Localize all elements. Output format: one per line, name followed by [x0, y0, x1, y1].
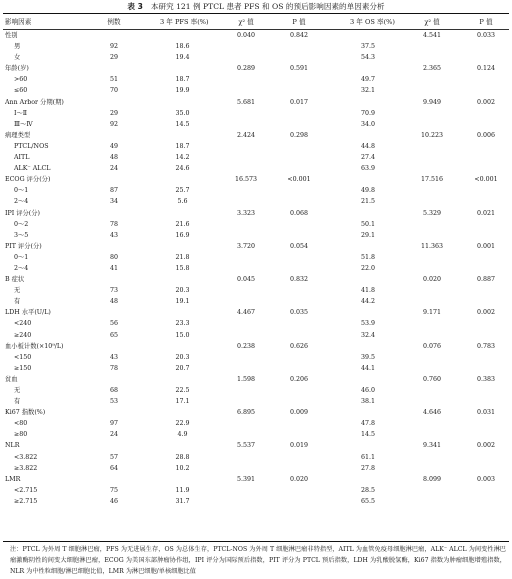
table-row-subgroup — [0, 230, 512, 241]
table-row-factor — [0, 174, 512, 185]
cell-factor: <3.822 — [14, 453, 38, 461]
cell-pfs: 20.3 — [175, 353, 190, 361]
cell-os: 46.0 — [360, 387, 376, 394]
table-row-subgroup — [0, 52, 512, 63]
cell-os: 49.8 — [360, 187, 376, 195]
cell-count: 97 — [109, 420, 118, 428]
header-pfs: 3 年 PFS 率(%) — [160, 18, 209, 26]
cell-pfs: 19.9 — [175, 87, 190, 95]
cell-pfs: 5.6 — [177, 198, 188, 206]
table-row-factor — [0, 274, 512, 285]
cell-chi-pfs: 5.391 — [236, 475, 256, 483]
cell-chi-pfs: 5.537 — [236, 442, 256, 450]
cell-factor: 病理类型 — [5, 131, 31, 139]
cell-p-pfs: 0.832 — [289, 276, 309, 284]
cell-count: 57 — [109, 453, 118, 461]
cell-p-pfs: <0.001 — [287, 176, 311, 184]
table-row-factor — [0, 341, 512, 352]
cell-chi-pfs: 5.681 — [236, 98, 256, 106]
cell-pfs: 20.3 — [175, 287, 190, 295]
cell-chi-os: 10.223 — [420, 131, 444, 139]
table-caption — [0, 2, 512, 11]
cell-os: 32.4 — [360, 331, 376, 339]
cell-os: 38.1 — [360, 398, 376, 406]
table-row-subgroup — [0, 418, 512, 429]
table-row-subgroup — [0, 318, 512, 329]
cell-p-os: 0.021 — [476, 209, 496, 217]
cell-chi-pfs: 3.323 — [236, 209, 256, 217]
table-row-subgroup — [0, 252, 512, 263]
cell-os: 32.1 — [360, 87, 376, 95]
cell-factor: 有 — [14, 298, 21, 306]
cell-p-os: 0.001 — [476, 242, 496, 250]
cell-factor: NLR — [5, 442, 20, 450]
table-row-subgroup — [0, 263, 512, 274]
cell-pfs: 16.9 — [175, 231, 190, 239]
table-row-subgroup — [0, 463, 512, 474]
cell-pfs: 11.9 — [175, 486, 190, 494]
cell-pfs: 31.7 — [175, 497, 190, 505]
table-row-subgroup — [0, 141, 512, 152]
cell-factor: ≥3.822 — [14, 464, 38, 472]
cell-factor: ≥80 — [14, 431, 28, 439]
cell-count: 87 — [109, 187, 118, 195]
cell-os: 27.8 — [360, 464, 376, 472]
cell-os: 14.5 — [360, 431, 376, 439]
cell-chi-pfs: 0.289 — [236, 65, 256, 73]
cell-os: 63.9 — [360, 165, 376, 173]
cell-factor: ALK⁻ ALCL — [14, 165, 51, 173]
cell-chi-os: 9.949 — [422, 98, 442, 106]
cell-chi-pfs: 6.895 — [236, 409, 256, 417]
table-row-subgroup — [0, 396, 512, 407]
cell-p-pfs: 0.009 — [289, 409, 309, 417]
cell-count: 78 — [109, 220, 118, 228]
cell-os: 27.4 — [360, 154, 376, 162]
cell-pfs: 19.1 — [175, 298, 190, 306]
cell-factor: IPI 评分(分) — [5, 209, 41, 217]
cell-pfs: 15.0 — [175, 331, 190, 339]
table-row-subgroup — [0, 385, 512, 396]
cell-os: 70.9 — [360, 109, 376, 117]
cell-factor: 2～4 — [14, 264, 29, 272]
cell-factor: 2～4 — [14, 198, 29, 206]
cell-pfs: 22.5 — [175, 387, 190, 394]
cell-count: 53 — [109, 398, 118, 406]
cell-factor: ≥2.715 — [14, 497, 38, 505]
cell-chi-pfs: 1.598 — [236, 375, 256, 383]
cell-p-pfs: 0.626 — [289, 342, 309, 350]
cell-count: 51 — [109, 76, 118, 84]
table-row-factor — [0, 63, 512, 74]
table-top-rule — [3, 13, 509, 14]
cell-p-os: 0.383 — [476, 375, 496, 383]
cell-factor: >60 — [14, 76, 28, 84]
cell-p-os: 0.003 — [476, 475, 496, 483]
cell-factor: 性别 — [5, 32, 18, 39]
cell-factor: PIT 评分(分) — [5, 242, 42, 250]
cell-factor: 0～1 — [14, 253, 29, 261]
cell-p-os: 0.006 — [476, 131, 496, 139]
table-label: 表 3 — [127, 2, 143, 11]
cell-factor: 年龄(岁) — [5, 65, 29, 73]
cell-p-os: 0.002 — [476, 442, 496, 450]
cell-p-pfs: 0.591 — [289, 65, 309, 73]
cell-p-os: <0.001 — [474, 176, 498, 184]
cell-count: 73 — [109, 287, 118, 295]
cell-os: 44.8 — [360, 142, 376, 150]
table-row-factor — [0, 97, 512, 108]
cell-p-os: 0.124 — [476, 65, 496, 73]
cell-pfs: 15.8 — [175, 264, 190, 272]
cell-factor: 无 — [14, 387, 21, 394]
cell-count: 70 — [109, 87, 118, 95]
cell-p-pfs: 0.054 — [289, 242, 309, 250]
cell-p-os: 0.002 — [476, 309, 496, 317]
cell-pfs: 21.8 — [175, 253, 190, 261]
cell-factor: 0～2 — [14, 220, 29, 228]
table-row-factor — [0, 407, 512, 418]
cell-factor: Ann Arbor 分期(期) — [5, 98, 64, 106]
cell-chi-os: 9.341 — [422, 442, 442, 450]
table-row-factor — [0, 30, 512, 41]
cell-p-pfs: 0.842 — [289, 32, 309, 39]
cell-count: 92 — [109, 120, 118, 128]
table-body — [0, 30, 512, 507]
cell-pfs: 14.5 — [175, 120, 190, 128]
table-row-factor — [0, 307, 512, 318]
cell-p-pfs: 0.035 — [289, 309, 309, 317]
cell-pfs: 24.6 — [175, 165, 190, 173]
cell-pfs: 23.3 — [175, 320, 190, 328]
cell-count: 80 — [109, 253, 118, 261]
table-row-subgroup — [0, 152, 512, 163]
cell-count: 68 — [109, 387, 118, 394]
table-row-subgroup — [0, 429, 512, 440]
cell-factor: LDH 水平(U/L) — [5, 309, 51, 317]
table-row-subgroup — [0, 185, 512, 196]
table-row-subgroup — [0, 452, 512, 463]
cell-count: 65 — [109, 331, 118, 339]
cell-factor: Ⅰ～Ⅱ — [14, 109, 28, 117]
cell-pfs: 20.7 — [175, 364, 190, 372]
cell-os: 65.5 — [360, 497, 376, 505]
cell-os: 21.5 — [360, 198, 376, 206]
cell-count: 43 — [109, 353, 118, 361]
cell-count: 34 — [109, 198, 118, 206]
cell-chi-os: 8.099 — [422, 475, 442, 483]
cell-count: 78 — [109, 364, 118, 372]
cell-factor: ≥240 — [14, 331, 32, 339]
cell-p-os: 0.783 — [476, 342, 496, 350]
cell-factor: <80 — [14, 420, 28, 428]
table-row-subgroup — [0, 219, 512, 230]
cell-pfs: 28.8 — [175, 453, 190, 461]
cell-factor: AITL — [14, 154, 30, 162]
cell-os: 22.0 — [360, 264, 376, 272]
cell-factor: 有 — [14, 398, 21, 406]
cell-pfs: 18.6 — [175, 43, 190, 51]
cell-os: 41.8 — [360, 287, 376, 295]
cell-pfs: 18.7 — [175, 76, 190, 84]
cell-os: 61.1 — [360, 453, 376, 461]
cell-pfs: 25.7 — [175, 187, 190, 195]
cell-count: 92 — [109, 43, 118, 51]
cell-factor: <240 — [14, 320, 32, 328]
cell-p-pfs: 0.068 — [289, 209, 309, 217]
cell-count: 46 — [109, 497, 118, 505]
table-row-subgroup — [0, 163, 512, 174]
table-row-subgroup — [0, 285, 512, 296]
table-row-subgroup — [0, 330, 512, 341]
cell-factor: ≥150 — [14, 364, 32, 372]
header-p-pfs: P 值 — [292, 18, 306, 26]
cell-os: 29.1 — [360, 231, 376, 239]
cell-factor: B 症状 — [5, 276, 25, 284]
cell-count: 29 — [109, 109, 118, 117]
cell-factor: 贫血 — [5, 375, 18, 383]
cell-chi-pfs: 0.045 — [236, 276, 256, 284]
cell-p-os: 0.033 — [476, 32, 496, 39]
table-bottom-rule — [3, 541, 509, 542]
cell-factor: ≤60 — [14, 87, 28, 95]
cell-pfs: 14.2 — [175, 154, 190, 162]
cell-pfs: 10.2 — [175, 464, 190, 472]
cell-os: 50.1 — [360, 220, 376, 228]
table-row-subgroup — [0, 108, 512, 119]
header-chi-os: χ² 值 — [424, 18, 440, 26]
cell-factor: Ki67 指数(%) — [5, 409, 46, 417]
cell-count: 24 — [109, 431, 118, 439]
cell-p-pfs: 0.298 — [289, 131, 309, 139]
table-row-subgroup — [0, 85, 512, 96]
header-factor: 影响因素 — [5, 18, 32, 26]
cell-chi-os: 0.020 — [422, 276, 442, 284]
cell-factor: <2.715 — [14, 486, 38, 494]
table-row-subgroup — [0, 496, 512, 507]
cell-os: 39.5 — [360, 353, 376, 361]
header-os: 3 年 OS 率(%) — [350, 18, 396, 26]
cell-os: 44.2 — [360, 298, 376, 306]
table-row-subgroup — [0, 196, 512, 207]
cell-p-pfs: 0.017 — [289, 98, 309, 106]
cell-p-os: 0.002 — [476, 98, 496, 106]
cell-chi-pfs: 0.238 — [236, 342, 256, 350]
table-row-factor — [0, 208, 512, 219]
table-row-factor — [0, 130, 512, 141]
cell-chi-pfs: 2.424 — [236, 131, 256, 139]
cell-p-os: 0.031 — [476, 409, 496, 417]
table-row-factor — [0, 440, 512, 451]
cell-chi-pfs: 3.720 — [236, 242, 256, 250]
header-p-os: P 值 — [479, 18, 493, 26]
cell-p-pfs: 0.020 — [289, 475, 309, 483]
table-row-factor — [0, 474, 512, 485]
cell-factor: 无 — [14, 287, 21, 295]
cell-os: 49.7 — [360, 76, 376, 84]
table-row-subgroup — [0, 119, 512, 130]
cell-count: 75 — [109, 486, 118, 494]
cell-count: 48 — [109, 154, 118, 162]
table-row-subgroup — [0, 74, 512, 85]
cell-os: 54.3 — [360, 54, 376, 62]
table-row-factor — [0, 374, 512, 385]
cell-factor: 0～1 — [14, 187, 29, 195]
cell-chi-os: 5.329 — [422, 209, 442, 217]
cell-chi-os: 4.646 — [422, 409, 442, 417]
table-row-subgroup — [0, 41, 512, 52]
cell-factor: 男 — [14, 43, 21, 51]
cell-pfs: 17.1 — [175, 398, 190, 406]
cell-chi-os: 0.076 — [422, 342, 442, 350]
cell-chi-os: 4.541 — [422, 32, 442, 39]
cell-count: 24 — [109, 165, 118, 173]
cell-chi-pfs: 0.040 — [236, 32, 256, 39]
cell-factor: PTCL/NOS — [14, 142, 49, 150]
cell-count: 49 — [109, 142, 118, 150]
cell-p-pfs: 0.206 — [289, 375, 309, 383]
cell-count: 43 — [109, 231, 118, 239]
cell-pfs: 18.7 — [175, 142, 190, 150]
cell-p-os: 0.887 — [476, 276, 496, 284]
cell-factor: <150 — [14, 353, 32, 361]
cell-p-pfs: 0.019 — [289, 442, 309, 450]
cell-chi-os: 11.363 — [420, 242, 444, 250]
cell-os: 53.9 — [360, 320, 376, 328]
header-chi-pfs: χ² 值 — [238, 18, 254, 26]
cell-factor: Ⅲ～Ⅳ — [14, 120, 33, 128]
header-count: 例数 — [107, 18, 121, 26]
cell-count: 56 — [109, 320, 118, 328]
cell-pfs: 19.4 — [175, 54, 190, 62]
cell-factor: ECOG 评分(分) — [5, 176, 51, 184]
cell-chi-os: 9.171 — [422, 309, 442, 317]
cell-chi-os: 2.365 — [422, 65, 442, 73]
cell-factor: LMR — [5, 475, 21, 483]
cell-factor: 3～5 — [14, 231, 29, 239]
table-row-subgroup — [0, 485, 512, 496]
table-row-factor — [0, 241, 512, 252]
table-row-subgroup — [0, 363, 512, 374]
cell-os: 28.5 — [360, 486, 376, 494]
cell-pfs: 4.9 — [177, 431, 188, 439]
cell-count: 48 — [109, 298, 118, 306]
cell-os: 47.8 — [360, 420, 376, 428]
cell-chi-os: 17.516 — [420, 176, 444, 184]
table-title: 本研究 121 例 PTCL 患者 PFS 和 OS 的预后影响因素的单因素分析 — [150, 2, 385, 11]
table-footnote: 注：PTCL 为外周 T 细胞淋巴瘤，PFS 为无进展生存，OS 为总体生存，PTCL-NOS 为外周 T 细胞淋巴瘤非特指型，AITL 为血管免疫母细胞淋巴瘤，ALK⁻ ALCL 为间变性淋巴瘤激酶阴性的间变大细胞淋巴瘤，ECOG 为美国东部肿瘤协作组，IPI 评分为国际预后指数，PIT 评分为 PTCL 预后指数，LDH 为乳酸脱氢酶，Ki67 指数为肿瘤细胞增殖指数，NLR 为中性粒细胞/淋巴细胞比值，LMR 为淋巴细胞/单核细胞比值 — [10, 546, 506, 575]
cell-chi-pfs: 4.467 — [236, 309, 256, 317]
cell-chi-os: 0.760 — [422, 375, 442, 383]
cell-pfs: 21.6 — [175, 220, 190, 228]
cell-pfs: 35.0 — [175, 109, 190, 117]
cell-count: 41 — [109, 264, 118, 272]
table-row-subgroup — [0, 296, 512, 307]
cell-pfs: 22.9 — [175, 420, 190, 428]
cell-factor: 血小板计数(×10⁹/L) — [5, 342, 64, 350]
table-row-subgroup — [0, 352, 512, 363]
cell-os: 34.0 — [360, 120, 376, 128]
cell-count: 64 — [109, 464, 118, 472]
table-header — [0, 16, 512, 28]
cell-os: 37.5 — [360, 43, 376, 51]
cell-os: 44.1 — [360, 364, 376, 372]
cell-factor: 女 — [14, 54, 21, 62]
cell-chi-pfs: 16.573 — [234, 176, 258, 184]
cell-count: 29 — [109, 54, 118, 62]
cell-os: 51.8 — [360, 253, 376, 261]
